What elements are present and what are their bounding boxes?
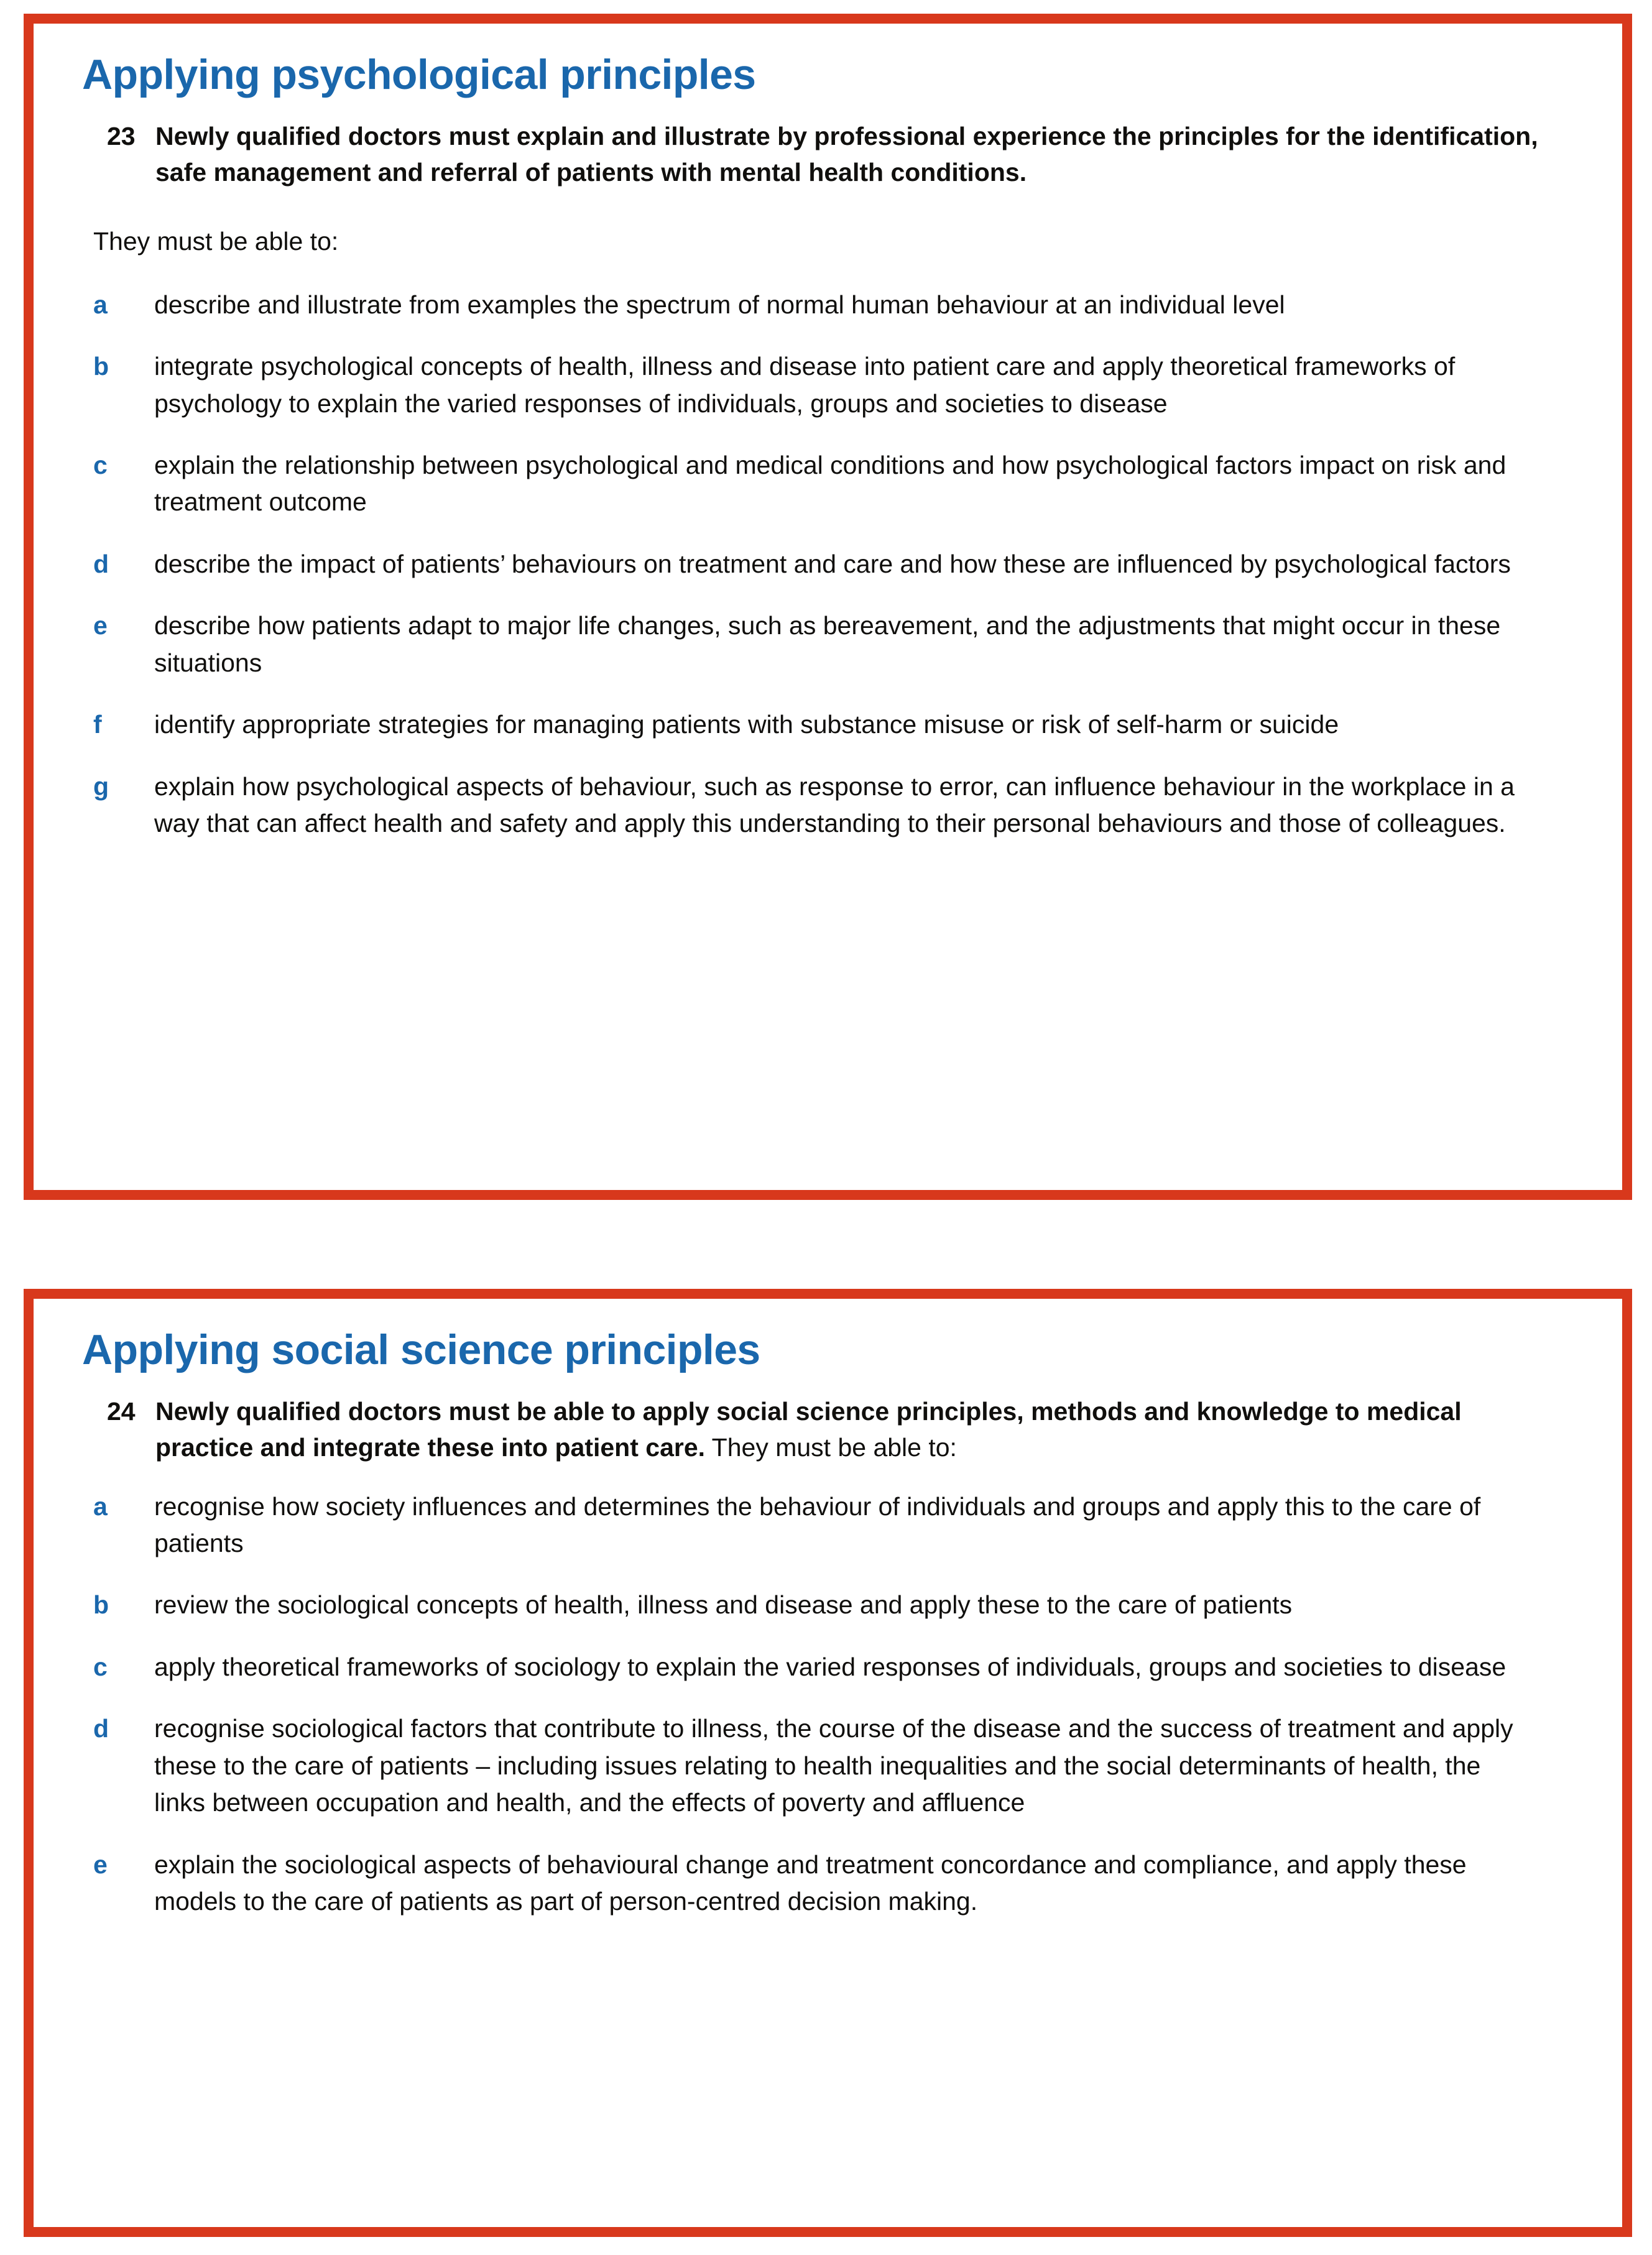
- item-letter: e: [93, 611, 108, 640]
- item-text: recognise sociological factors that contribute to illness, the course of the disease and the success of treatment and apply these to the care of patients – including issues relating to health inequalities and the social determinants of health, the links between occupation and health, and the effects of poverty and affluence: [154, 1714, 1513, 1817]
- list-item: [93, 706, 1533, 743]
- item-text: identify appropriate strategies for managing patients with substance misuse or risk of self-harm or suicide: [154, 710, 1339, 739]
- panel-applying-psychological-principles: [24, 14, 1632, 1200]
- item-letter: c: [93, 451, 108, 480]
- item-letter: g: [93, 772, 109, 801]
- lead-bold-text: Newly qualified doctors must explain and illustrate by professional experience the principles for the identification, safe management and referral of patients with mental health conditions.: [155, 122, 1538, 187]
- item-letter: d: [93, 1714, 109, 1743]
- item-text: review the sociological concepts of health, illness and disease and apply these to the care of patients: [154, 1590, 1293, 1620]
- lead-number: 24: [107, 1397, 136, 1426]
- item-text: recognise how society influences and determines the behaviour of individuals and groups and apply this to the care of patients: [154, 1492, 1481, 1557]
- lead-text: [155, 1393, 1543, 1465]
- item-text: apply theoretical frameworks of sociology to explain the varied responses of individuals, groups and societies to disease: [154, 1652, 1507, 1681]
- item-text: explain how psychological aspects of behaviour, such as response to error, can influence behaviour in the workplace in a way that can affect health and safety and apply this understanding to their personal behaviours and those of colleagues.: [154, 772, 1515, 838]
- item-text: describe and illustrate from examples the spectrum of normal human behaviour at an individual level: [154, 290, 1285, 319]
- item-letter: c: [93, 1652, 108, 1681]
- list-item: [93, 1587, 1533, 1623]
- list-item: [93, 1488, 1533, 1562]
- item-letter: a: [93, 1492, 108, 1521]
- item-letter: f: [93, 710, 102, 739]
- item-letter: b: [93, 352, 109, 381]
- lead-statement-24: [107, 1393, 1586, 1465]
- list-item: [93, 348, 1533, 422]
- item-text: describe the impact of patients’ behaviours on treatment and care and how these are influenced by psychological factors: [154, 549, 1511, 578]
- page-title-psychological: Applying psychological principles: [82, 51, 756, 98]
- intro-text-psychological: They must be able to:: [93, 226, 339, 256]
- page-title-social-science: Applying social science principles: [82, 1326, 760, 1373]
- list-item: [93, 768, 1533, 842]
- item-letter: e: [93, 1850, 108, 1879]
- item-text: integrate psychological concepts of health, illness and disease into patient care and apply theoretical frameworks of psychology to explain the varied responses of individuals, groups and societies to disease: [154, 352, 1456, 418]
- list-item: [93, 1847, 1533, 1921]
- lead-number: 23: [107, 122, 136, 151]
- lettered-list-social-science: [70, 1488, 1586, 1921]
- lead-statement-23: [107, 118, 1586, 190]
- lettered-list-psychological: [70, 287, 1586, 842]
- list-item: [93, 607, 1533, 681]
- item-letter: a: [93, 290, 108, 319]
- list-item: [93, 1649, 1533, 1685]
- panel-content: [34, 24, 1622, 842]
- panel-content: [34, 1299, 1622, 1920]
- lead-bold-text: Newly qualified doctors must be able to apply social science principles, methods and knowledge to medical practice and integrate these into patient care.: [155, 1397, 1462, 1462]
- panel-applying-social-science-principles: [24, 1289, 1632, 2237]
- list-item: [93, 287, 1533, 323]
- list-item: [93, 546, 1533, 583]
- item-text: describe how patients adapt to major life changes, such as bereavement, and the adjustments that might occur in these situations: [154, 611, 1501, 677]
- item-letter: d: [93, 549, 109, 578]
- item-letter: b: [93, 1590, 109, 1620]
- list-item: [93, 447, 1533, 521]
- lead-text: [155, 118, 1543, 190]
- lead-trailing-text: They must be able to:: [705, 1433, 957, 1462]
- item-text: explain the relationship between psychological and medical conditions and how psychological factors impact on risk and treatment outcome: [154, 451, 1507, 517]
- list-item: [93, 1710, 1533, 1821]
- item-text: explain the sociological aspects of behavioural change and treatment concordance and compliance, and apply these models to the care of patients as part of person-centred decision making.: [154, 1850, 1467, 1916]
